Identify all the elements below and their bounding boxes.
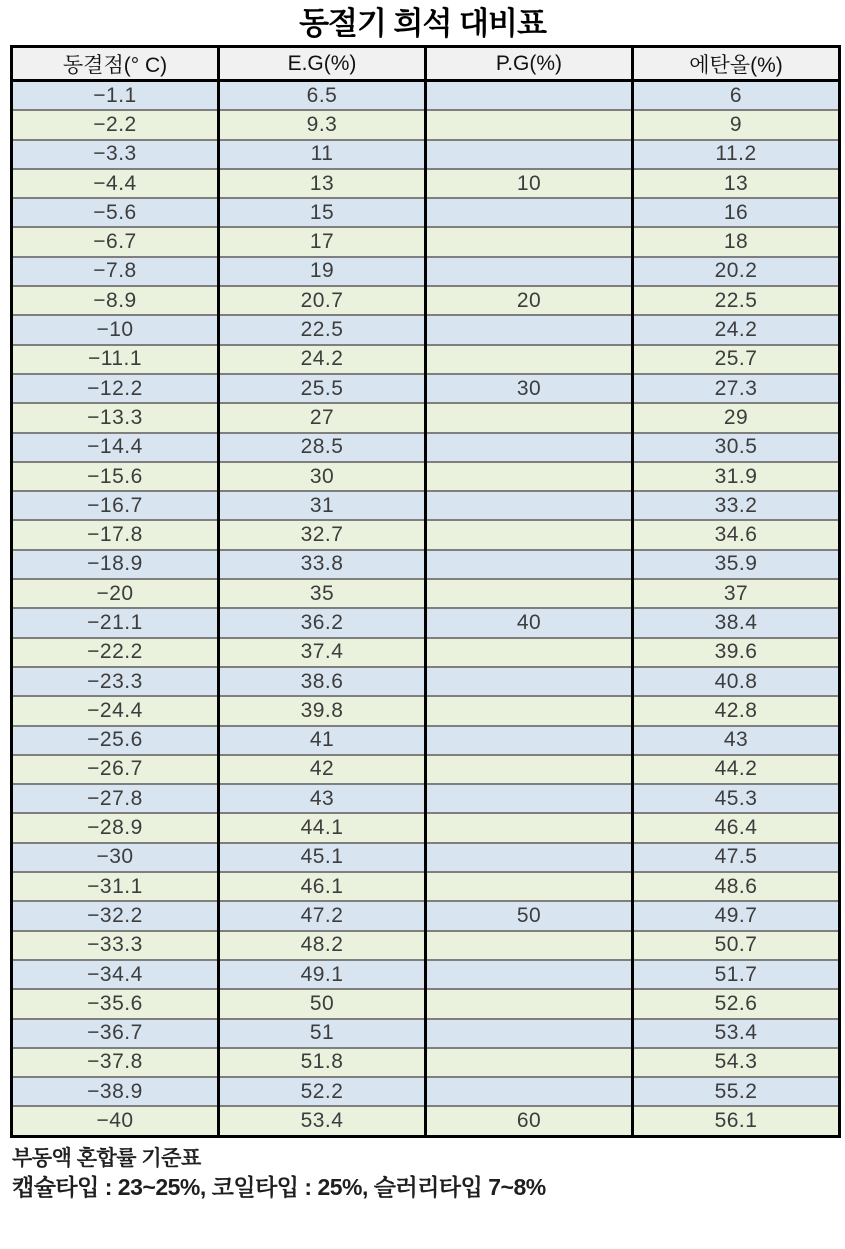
cell-freezing-point: −6.7 bbox=[12, 227, 219, 256]
cell-eg-percent: 13 bbox=[219, 169, 426, 198]
cell-freezing-point: −18.9 bbox=[12, 550, 219, 579]
table-row bbox=[12, 520, 840, 549]
table-row bbox=[12, 784, 840, 813]
cell-pg-percent bbox=[426, 579, 633, 608]
cell-ethanol-percent: 45.3 bbox=[633, 784, 840, 813]
cell-eg-percent: 17 bbox=[219, 227, 426, 256]
cell-freezing-point: −22.2 bbox=[12, 638, 219, 667]
cell-eg-percent: 50 bbox=[219, 989, 426, 1018]
cell-ethanol-percent: 54.3 bbox=[633, 1048, 840, 1077]
cell-ethanol-percent: 50.7 bbox=[633, 931, 840, 960]
cell-eg-percent: 51.8 bbox=[219, 1048, 426, 1077]
cell-freezing-point: −40 bbox=[12, 1106, 219, 1136]
cell-ethanol-percent: 38.4 bbox=[633, 608, 840, 637]
cell-ethanol-percent: 43 bbox=[633, 726, 840, 755]
cell-freezing-point: −2.2 bbox=[12, 110, 219, 139]
cell-pg-percent bbox=[426, 667, 633, 696]
cell-freezing-point: −37.8 bbox=[12, 1048, 219, 1077]
cell-freezing-point: −5.6 bbox=[12, 198, 219, 227]
cell-eg-percent: 19 bbox=[219, 257, 426, 286]
cell-eg-percent: 9.3 bbox=[219, 110, 426, 139]
table-body bbox=[12, 81, 840, 1137]
cell-ethanol-percent: 42.8 bbox=[633, 696, 840, 725]
cell-pg-percent bbox=[426, 315, 633, 344]
cell-pg-percent: 20 bbox=[426, 286, 633, 315]
cell-freezing-point: −17.8 bbox=[12, 520, 219, 549]
cell-pg-percent bbox=[426, 520, 633, 549]
table-row bbox=[12, 345, 840, 374]
cell-pg-percent bbox=[426, 140, 633, 169]
table-row bbox=[12, 901, 840, 930]
cell-eg-percent: 31 bbox=[219, 491, 426, 520]
cell-ethanol-percent: 46.4 bbox=[633, 813, 840, 842]
cell-pg-percent: 50 bbox=[426, 901, 633, 930]
table-row bbox=[12, 169, 840, 198]
cell-pg-percent bbox=[426, 462, 633, 491]
table-row bbox=[12, 374, 840, 403]
cell-ethanol-percent: 6 bbox=[633, 81, 840, 111]
table-row bbox=[12, 989, 840, 1018]
cell-ethanol-percent: 47.5 bbox=[633, 843, 840, 872]
cell-pg-percent bbox=[426, 989, 633, 1018]
cell-ethanol-percent: 18 bbox=[633, 227, 840, 256]
cell-eg-percent: 15 bbox=[219, 198, 426, 227]
cell-ethanol-percent: 31.9 bbox=[633, 462, 840, 491]
cell-freezing-point: −16.7 bbox=[12, 491, 219, 520]
cell-freezing-point: −20 bbox=[12, 579, 219, 608]
table-row bbox=[12, 227, 840, 256]
cell-freezing-point: −38.9 bbox=[12, 1077, 219, 1106]
cell-ethanol-percent: 51.7 bbox=[633, 960, 840, 989]
cell-pg-percent bbox=[426, 1077, 633, 1106]
cell-freezing-point: −36.7 bbox=[12, 1019, 219, 1048]
cell-freezing-point: −14.4 bbox=[12, 433, 219, 462]
footer-notes bbox=[12, 1145, 845, 1203]
table-row bbox=[12, 1106, 840, 1136]
cell-pg-percent bbox=[426, 257, 633, 286]
table-row bbox=[12, 462, 840, 491]
cell-eg-percent: 44.1 bbox=[219, 813, 426, 842]
cell-eg-percent: 51 bbox=[219, 1019, 426, 1048]
cell-freezing-point: −13.3 bbox=[12, 403, 219, 432]
antifreeze-mix-ratio-note-detail: 캡슐타입 : 23~25%, 코일타입 : 25%, 슬러리타입 7~8% bbox=[12, 1173, 546, 1200]
table-row bbox=[12, 550, 840, 579]
table-row bbox=[12, 81, 840, 111]
cell-eg-percent: 39.8 bbox=[219, 696, 426, 725]
cell-freezing-point: −24.4 bbox=[12, 696, 219, 725]
cell-ethanol-percent: 13 bbox=[633, 169, 840, 198]
cell-ethanol-percent: 11.2 bbox=[633, 140, 840, 169]
table-row bbox=[12, 1048, 840, 1077]
cell-pg-percent bbox=[426, 1048, 633, 1077]
cell-pg-percent: 40 bbox=[426, 608, 633, 637]
cell-ethanol-percent: 25.7 bbox=[633, 345, 840, 374]
table-row bbox=[12, 608, 840, 637]
cell-freezing-point: −11.1 bbox=[12, 345, 219, 374]
cell-pg-percent: 60 bbox=[426, 1106, 633, 1136]
cell-freezing-point: −31.1 bbox=[12, 872, 219, 901]
table-row bbox=[12, 491, 840, 520]
cell-ethanol-percent: 24.2 bbox=[633, 315, 840, 344]
cell-eg-percent: 20.7 bbox=[219, 286, 426, 315]
col-header-ethanol-percent: 에탄올(%) bbox=[633, 47, 840, 81]
cell-eg-percent: 45.1 bbox=[219, 843, 426, 872]
cell-ethanol-percent: 39.6 bbox=[633, 638, 840, 667]
cell-pg-percent bbox=[426, 403, 633, 432]
cell-ethanol-percent: 49.7 bbox=[633, 901, 840, 930]
table-row bbox=[12, 960, 840, 989]
cell-pg-percent bbox=[426, 931, 633, 960]
cell-freezing-point: −15.6 bbox=[12, 462, 219, 491]
cell-ethanol-percent: 56.1 bbox=[633, 1106, 840, 1136]
cell-pg-percent bbox=[426, 491, 633, 520]
dilution-table bbox=[10, 45, 841, 1138]
header-row bbox=[12, 47, 840, 81]
cell-eg-percent: 43 bbox=[219, 784, 426, 813]
cell-eg-percent: 53.4 bbox=[219, 1106, 426, 1136]
cell-freezing-point: −33.3 bbox=[12, 931, 219, 960]
cell-pg-percent bbox=[426, 755, 633, 784]
table-row bbox=[12, 433, 840, 462]
cell-eg-percent: 27 bbox=[219, 403, 426, 432]
cell-pg-percent bbox=[426, 110, 633, 139]
cell-freezing-point: −28.9 bbox=[12, 813, 219, 842]
cell-eg-percent: 41 bbox=[219, 726, 426, 755]
cell-eg-percent: 25.5 bbox=[219, 374, 426, 403]
cell-freezing-point: −4.4 bbox=[12, 169, 219, 198]
cell-pg-percent bbox=[426, 198, 633, 227]
table-row bbox=[12, 579, 840, 608]
table-row bbox=[12, 813, 840, 842]
cell-pg-percent bbox=[426, 843, 633, 872]
cell-ethanol-percent: 9 bbox=[633, 110, 840, 139]
cell-freezing-point: −23.3 bbox=[12, 667, 219, 696]
cell-ethanol-percent: 55.2 bbox=[633, 1077, 840, 1106]
cell-ethanol-percent: 30.5 bbox=[633, 433, 840, 462]
table-row bbox=[12, 257, 840, 286]
cell-pg-percent bbox=[426, 638, 633, 667]
cell-ethanol-percent: 37 bbox=[633, 579, 840, 608]
cell-ethanol-percent: 33.2 bbox=[633, 491, 840, 520]
cell-pg-percent bbox=[426, 433, 633, 462]
col-header-freezing-point: 동결점(° C) bbox=[12, 47, 219, 81]
table-row bbox=[12, 843, 840, 872]
cell-eg-percent: 48.2 bbox=[219, 931, 426, 960]
table-row bbox=[12, 726, 840, 755]
cell-ethanol-percent: 44.2 bbox=[633, 755, 840, 784]
cell-eg-percent: 36.2 bbox=[219, 608, 426, 637]
cell-ethanol-percent: 29 bbox=[633, 403, 840, 432]
cell-eg-percent: 37.4 bbox=[219, 638, 426, 667]
cell-eg-percent: 46.1 bbox=[219, 872, 426, 901]
table-row bbox=[12, 403, 840, 432]
cell-freezing-point: −1.1 bbox=[12, 81, 219, 111]
cell-pg-percent bbox=[426, 550, 633, 579]
table-row bbox=[12, 315, 840, 344]
table-row bbox=[12, 755, 840, 784]
cell-ethanol-percent: 53.4 bbox=[633, 1019, 840, 1048]
table-row bbox=[12, 140, 840, 169]
table-row bbox=[12, 872, 840, 901]
cell-ethanol-percent: 27.3 bbox=[633, 374, 840, 403]
cell-eg-percent: 6.5 bbox=[219, 81, 426, 111]
antifreeze-mix-ratio-note-title: 부동액 혼합률 기준표 bbox=[12, 1146, 201, 1170]
cell-pg-percent bbox=[426, 81, 633, 111]
cell-freezing-point: −8.9 bbox=[12, 286, 219, 315]
cell-pg-percent bbox=[426, 784, 633, 813]
cell-ethanol-percent: 16 bbox=[633, 198, 840, 227]
table-row bbox=[12, 1019, 840, 1048]
cell-freezing-point: −35.6 bbox=[12, 989, 219, 1018]
table-row bbox=[12, 638, 840, 667]
cell-ethanol-percent: 48.6 bbox=[633, 872, 840, 901]
cell-eg-percent: 33.8 bbox=[219, 550, 426, 579]
table-row bbox=[12, 931, 840, 960]
cell-pg-percent bbox=[426, 726, 633, 755]
cell-ethanol-percent: 52.6 bbox=[633, 989, 840, 1018]
table-row bbox=[12, 667, 840, 696]
cell-freezing-point: −12.2 bbox=[12, 374, 219, 403]
table-row bbox=[12, 1077, 840, 1106]
cell-pg-percent bbox=[426, 872, 633, 901]
cell-freezing-point: −26.7 bbox=[12, 755, 219, 784]
cell-pg-percent bbox=[426, 227, 633, 256]
col-header-eg-percent: E.G(%) bbox=[219, 47, 426, 81]
cell-pg-percent bbox=[426, 1019, 633, 1048]
cell-eg-percent: 49.1 bbox=[219, 960, 426, 989]
cell-freezing-point: −10 bbox=[12, 315, 219, 344]
cell-ethanol-percent: 34.6 bbox=[633, 520, 840, 549]
cell-ethanol-percent: 35.9 bbox=[633, 550, 840, 579]
cell-eg-percent: 11 bbox=[219, 140, 426, 169]
cell-eg-percent: 22.5 bbox=[219, 315, 426, 344]
cell-eg-percent: 24.2 bbox=[219, 345, 426, 374]
cell-eg-percent: 28.5 bbox=[219, 433, 426, 462]
table-row bbox=[12, 286, 840, 315]
col-header-pg-percent: P.G(%) bbox=[426, 47, 633, 81]
cell-eg-percent: 32.7 bbox=[219, 520, 426, 549]
cell-freezing-point: −32.2 bbox=[12, 901, 219, 930]
cell-freezing-point: −34.4 bbox=[12, 960, 219, 989]
cell-eg-percent: 35 bbox=[219, 579, 426, 608]
cell-pg-percent: 30 bbox=[426, 374, 633, 403]
cell-freezing-point: −21.1 bbox=[12, 608, 219, 637]
cell-eg-percent: 38.6 bbox=[219, 667, 426, 696]
cell-ethanol-percent: 20.2 bbox=[633, 257, 840, 286]
cell-freezing-point: −7.8 bbox=[12, 257, 219, 286]
cell-eg-percent: 47.2 bbox=[219, 901, 426, 930]
cell-freezing-point: −25.6 bbox=[12, 726, 219, 755]
cell-eg-percent: 52.2 bbox=[219, 1077, 426, 1106]
cell-ethanol-percent: 22.5 bbox=[633, 286, 840, 315]
table-row bbox=[12, 198, 840, 227]
cell-freezing-point: −30 bbox=[12, 843, 219, 872]
cell-pg-percent bbox=[426, 813, 633, 842]
cell-eg-percent: 30 bbox=[219, 462, 426, 491]
cell-eg-percent: 42 bbox=[219, 755, 426, 784]
page-title: 동절기 희석 대비표 bbox=[299, 6, 546, 41]
table-row bbox=[12, 110, 840, 139]
cell-ethanol-percent: 40.8 bbox=[633, 667, 840, 696]
cell-pg-percent bbox=[426, 345, 633, 374]
cell-freezing-point: −27.8 bbox=[12, 784, 219, 813]
cell-pg-percent bbox=[426, 696, 633, 725]
table-row bbox=[12, 696, 840, 725]
cell-freezing-point: −3.3 bbox=[12, 140, 219, 169]
cell-pg-percent: 10 bbox=[426, 169, 633, 198]
cell-pg-percent bbox=[426, 960, 633, 989]
